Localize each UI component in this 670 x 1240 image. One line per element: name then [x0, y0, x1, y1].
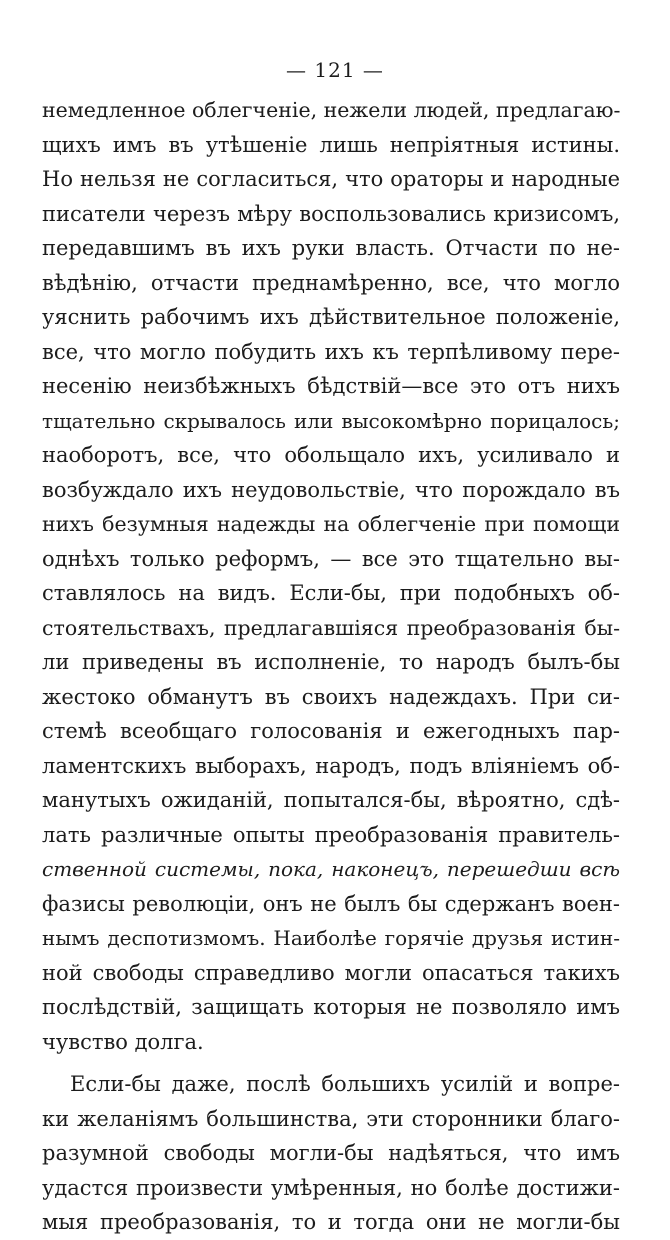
body-text	[42, 93, 620, 1240]
text-line-italic: ственной системы, пока, наконецъ, перешедши всѣ	[42, 857, 620, 881]
text-line: тщательно скрывалось или высокомѣрно порицалось;	[42, 408, 620, 433]
paragraph-2	[42, 1067, 620, 1240]
text-line: разумной свободы могли-бы надѣяться, что имъ	[42, 1141, 620, 1165]
text-line: наоборотъ, все, что обольщало ихъ, усиливало и	[42, 443, 620, 467]
text-line: лать различные опыты преобразованія правитель-	[42, 822, 620, 847]
text-line: послѣдствій, защищать которыя не позволяло имъ	[42, 995, 620, 1019]
text-line: передавшимъ въ ихъ руки власть. Отчасти по не-	[42, 236, 620, 260]
text-line: стемѣ всеобщаго голосованія и ежегодныхъ пар-	[42, 719, 620, 743]
text-line: несенію неизбѣжныхъ бѣдствій—все это отъ нихъ	[42, 374, 620, 398]
page-number: — 121 —	[286, 58, 384, 82]
text-line: Если-бы даже, послѣ большихъ усилій и вопре-	[70, 1072, 620, 1096]
text-line: мыя преобразованія, то и тогда они не могли-бы	[42, 1210, 620, 1234]
text-line: ли приведены въ исполненіе, то народъ былъ-бы	[42, 650, 620, 674]
paragraph-gap	[42, 1059, 620, 1067]
text-line: вѣдѣнію, отчасти преднамѣренно, все, что могло	[42, 270, 620, 295]
text-line: уяснить рабочимъ ихъ дѣйствительное положеніе,	[42, 305, 620, 329]
text-line: удастся произвести умѣренныя, но болѣе достижи-	[42, 1175, 620, 1200]
text-line: фазисы революціи, онъ не былъ бы сдержанъ воен-	[42, 891, 620, 916]
text-line: стоятельствахъ, предлагавшіяся преобразованія бы-	[42, 615, 620, 640]
text-line: ставлялось на видъ. Если-бы, при подобныхъ об-	[42, 581, 620, 605]
text-line: немедленное облегченіе, нежели людей, предлагаю-	[42, 98, 620, 122]
text-line: нихъ безумныя надежды на облегченіе при помощи	[42, 512, 620, 536]
text-line: щихъ имъ въ утѣшеніе лишь непріятныя истины.	[42, 132, 620, 157]
text-line: писатели черезъ мѣру воспользовались кризисомъ,	[42, 201, 620, 226]
text-line: чувство долга.	[42, 1029, 204, 1054]
text-line: возбуждало ихъ неудовольствіе, что порождало въ	[42, 477, 620, 502]
text-line: все, что могло побудить ихъ къ терпѣливому пере-	[42, 339, 620, 364]
text-line: манутыхъ ожиданій, попытался-бы, вѣроятно, сдѣ-	[42, 788, 620, 812]
text-line: однѣхъ только реформъ, — все это тщательно вы-	[42, 546, 620, 571]
text-line: ной свободы справедливо могли опасаться такихъ	[42, 960, 620, 985]
text-line: ламентскихъ выборахъ, народъ, подъ вліяніемъ об-	[42, 753, 620, 778]
text-line: Но нельзя не согласиться, что ораторы и народные	[42, 167, 620, 191]
text-line: нымъ деспотизмомъ. Наиболѣе горячіе друзья истин-	[42, 926, 620, 950]
text-line: жестоко обманутъ въ своихъ надеждахъ. При си-	[42, 684, 620, 709]
text-line: ки желаніямъ большинства, эти сторонники благо-	[42, 1106, 620, 1131]
paragraph-1	[42, 93, 620, 1059]
